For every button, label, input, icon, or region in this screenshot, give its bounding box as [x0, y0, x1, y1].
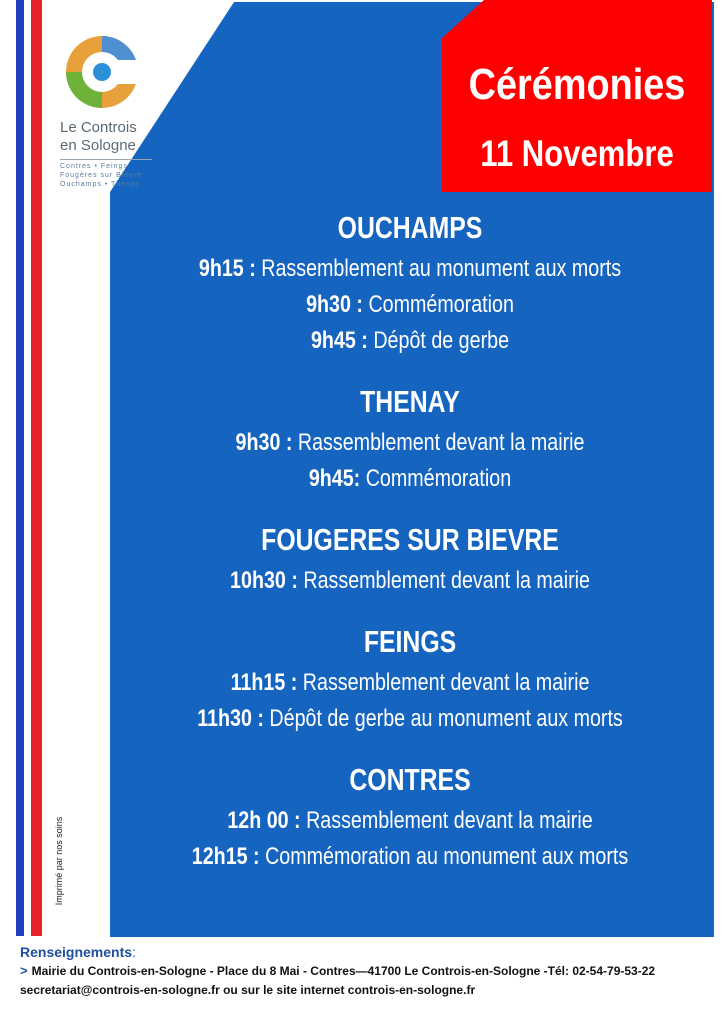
event-desc: Rassemblement devant la mairie: [297, 567, 590, 594]
event-desc: Commémoration au monument aux morts: [259, 843, 629, 870]
event-line: [164, 425, 656, 461]
footer-address-line: [20, 961, 710, 981]
event-time: 9h15 :: [198, 255, 256, 282]
event-line: [164, 803, 656, 839]
logo-name-line2: en Sologne: [60, 137, 136, 154]
event-line: [164, 701, 656, 737]
banner-title: Cérémonies: [468, 60, 686, 109]
village-feings: [110, 619, 710, 737]
event-time: 11h30 :: [197, 705, 264, 732]
flag-stripe-red: [31, 0, 42, 936]
event-line: [164, 323, 656, 359]
logo-mark-icon: [56, 28, 156, 118]
village-name: CONTRES: [349, 762, 471, 797]
banner-date: 11 Novembre: [480, 133, 674, 174]
event-desc: Commémoration: [360, 465, 512, 492]
event-desc: Commémoration: [362, 291, 514, 318]
event-time: 9h30 :: [235, 429, 293, 456]
event-line: [164, 287, 656, 323]
event-line: [164, 461, 656, 497]
village-fougeres: [110, 517, 710, 599]
title-banner: [442, 0, 712, 192]
logo-communes-line3: Ouchamps • Thenay: [60, 181, 141, 188]
village-name: FEINGS: [363, 624, 457, 659]
village-contres: [110, 757, 710, 875]
printed-note-text: Imprimé par nos soins: [54, 816, 64, 906]
event-line: [164, 251, 656, 287]
event-desc: Rassemblement devant la mairie: [292, 429, 585, 456]
logo-name-line1: Le Controis: [60, 119, 137, 136]
arrow-right-icon: >: [20, 963, 28, 978]
event-time: 9h30 :: [306, 291, 363, 318]
village-name: OUCHAMPS: [337, 210, 483, 245]
event-time: 12h 00 :: [227, 807, 301, 834]
event-desc: Dépôt de gerbe au monument aux morts: [263, 705, 623, 732]
printed-note: [52, 808, 66, 918]
info-colon: :: [132, 944, 136, 960]
village-name: THENAY: [360, 384, 460, 419]
event-time: 11h15 :: [230, 669, 298, 696]
logo: [56, 28, 156, 193]
event-time: 9h45 :: [310, 327, 368, 354]
flag-stripe-blue: [16, 0, 24, 936]
event-line: [164, 563, 656, 599]
logo-divider: [60, 159, 152, 160]
village-thenay: [110, 379, 710, 497]
event-desc: Rassemblement devant la mairie: [300, 807, 593, 834]
logo-communes-line1: Contres • Feings: [60, 163, 128, 170]
village-ouchamps: [110, 205, 710, 359]
event-desc: Rassemblement devant la mairie: [297, 669, 590, 696]
event-line: [164, 665, 656, 701]
event-line: [164, 839, 656, 875]
footer-contact: secretariat@controis-en-sologne.fr ou sur le site internet controis-en-sologne.fr: [20, 983, 476, 997]
info-label: Renseignements: [20, 944, 133, 960]
event-time: 12h15 :: [191, 843, 260, 870]
event-time: 10h30 :: [230, 567, 298, 594]
event-time: 9h45:: [308, 465, 361, 492]
ceremony-schedule: [110, 205, 710, 875]
info-heading: [20, 943, 710, 961]
footer-info: [20, 943, 710, 1000]
event-desc: Rassemblement au monument aux morts: [255, 255, 622, 282]
footer-address: Mairie du Controis-en-Sologne - Place du 8 Mai - Contres—41700 Le Controis-en-Sologne -Tél: 02-54-79-53-22: [31, 964, 656, 978]
event-desc: Dépôt de gerbe: [367, 327, 510, 354]
village-name: FOUGERES SUR BIEVRE: [261, 522, 559, 557]
logo-communes-line2: Fougères sur Bièvre: [60, 172, 143, 179]
